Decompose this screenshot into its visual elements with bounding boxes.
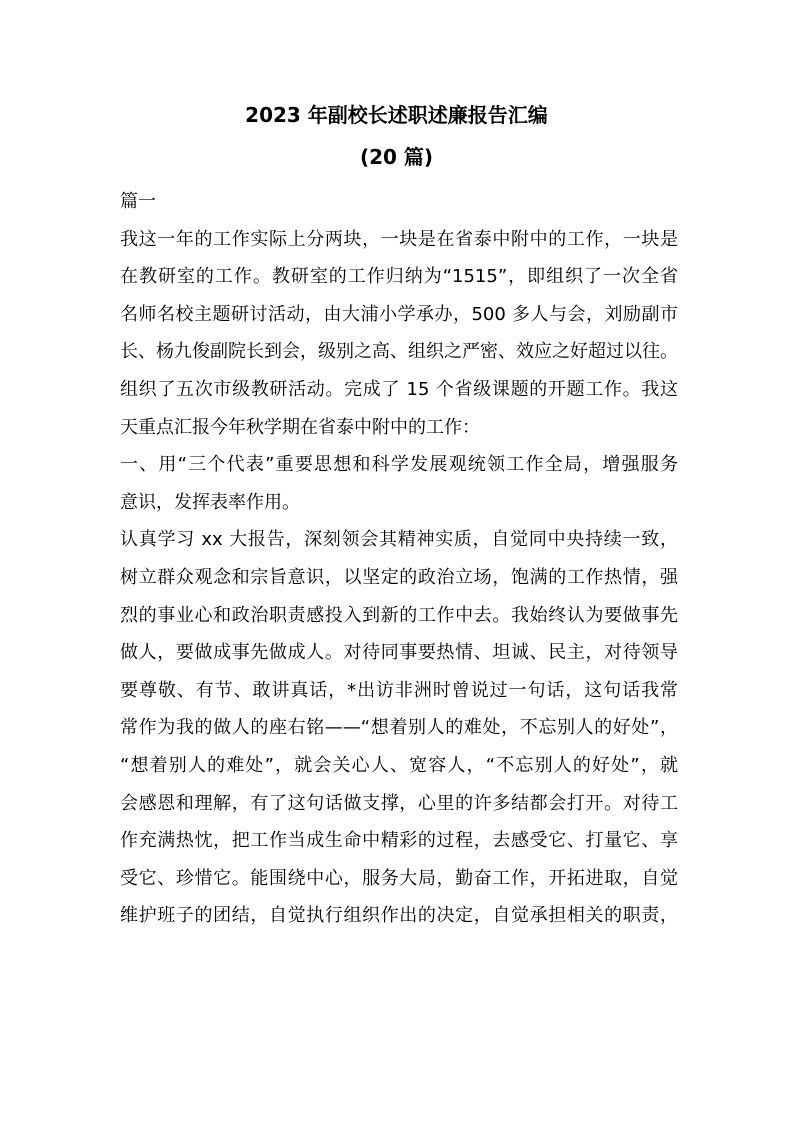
body-line: 长、杨九俊副院长到会，级别之高、组织之严密、效应之好超过以往。 [120, 341, 678, 363]
body-line: 要尊敬、有节、敢讲真话，*出访非洲时曾说过一句话，这句话我常 [120, 679, 678, 701]
body-line: 名师名校主题研讨活动，由大浦小学承办，500 多人与会，刘励副市 [120, 303, 678, 325]
body-line: 意识，发挥表率作用。 [120, 491, 300, 513]
section-heading: 篇一 [120, 191, 156, 212]
body-line: 天重点汇报今年秋学期在省泰中附中的工作： [120, 416, 480, 438]
body-line: 树立群众观念和宗旨意识，以坚定的政治立场，饱满的工作热情，强 [120, 566, 678, 588]
body-line: 受它、珍惜它。能围绕中心，服务大局，勤奋工作，开拓进取，自觉 [120, 867, 678, 889]
body-line: “想着别人的难处”，就会关心人、宽容人，“不忘别人的好处”，就 [120, 754, 678, 776]
document-title: 2023 年副校长述职述廉报告汇编 [245, 103, 548, 127]
body-line: 常作为我的做人的座右铭——“想着别人的难处，不忘别人的好处”， [120, 717, 678, 739]
document-subtitle: (20 篇) [359, 145, 434, 169]
body-line: 维护班子的团结，自觉执行组织作出的决定，自觉承担相关的职责， [120, 905, 678, 927]
document-body [120, 183, 678, 935]
body-line: 会感恩和理解，有了这句话做支撑，心里的许多结都会打开。对待工 [120, 792, 678, 814]
body-line: 组织了五次市级教研活动。完成了 15 个省级课题的开题工作。我这 [120, 378, 678, 400]
body-line: 烈的事业心和政治职责感投入到新的工作中去。我始终认为要做事先 [120, 604, 678, 626]
body-line: 做人，要做成事先做成人。对待同事要热情、坦诚、民主，对待领导 [120, 642, 678, 664]
body-line: 一、用“三个代表”重要思想和科学发展观统领工作全局，增强服务 [120, 454, 678, 476]
body-line: 我这一年的工作实际上分两块，一块是在省泰中附中的工作，一块是 [120, 228, 678, 250]
body-line: 作充满热忱，把工作当成生命中精彩的过程，去感受它、打量它、享 [120, 830, 678, 852]
body-line: 在教研室的工作。教研室的工作归纳为“1515”，即组织了一次全省 [120, 266, 678, 288]
body-line: 认真学习 xx 大报告，深刻领会其精神实质，自觉同中央持续一致， [120, 529, 678, 551]
